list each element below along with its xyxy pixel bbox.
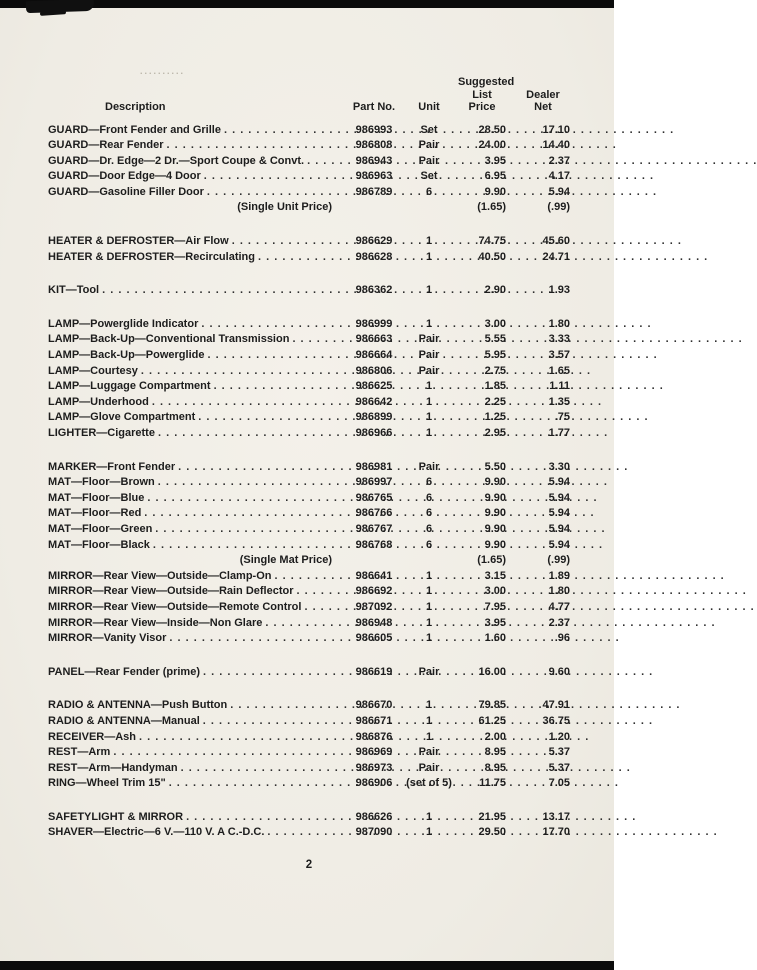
description-text: LAMP—Back-Up—Powerglide [48,349,205,362]
cell-list-price: 8.95 [484,761,506,774]
cell-dealer-net: 3.57 [548,349,570,362]
cell-unit: 1 [425,826,433,839]
description-text: KIT—Tool [48,284,100,297]
table-section [48,283,570,299]
cell-unit: Pair [418,746,440,759]
cell-list-price: 5.50 [484,460,506,473]
cell-unit: Pair [418,349,440,362]
cell-unit: 6 [425,538,433,551]
cell-dealer-net: .75 [554,411,570,424]
description-text: MIRROR—Vanity Visor [48,632,167,645]
cell-part-no: 986973 [355,761,393,774]
cell-dealer-net: 1.65 [548,364,570,377]
header-part-no-label: Part No. [352,101,396,113]
header-list-price-line1: Suggested [458,76,515,88]
cell-unit: 1 [425,616,433,629]
cell-description [48,714,348,730]
cell-part-no: 986948 [355,616,393,629]
table-section [48,698,570,792]
cell-list-price: 3.15 [484,569,506,582]
cell-unit: 6 [425,185,433,198]
scan-smudge: .......... [140,66,186,76]
cell-dealer-net: 5.37 [548,746,570,759]
cell-description [48,745,348,761]
cell-part-no: 986626 [355,810,393,823]
cell-dealer-net: 5.94 [548,507,570,520]
cell-dealer-net: 36.75 [542,714,570,727]
cell-dealer-net: 45.60 [542,235,570,248]
cell-list-price: 3.95 [484,154,506,167]
table-row [48,475,570,491]
cell-part-no: 986789 [355,185,393,198]
table-row [48,569,570,585]
cell-description [48,123,348,139]
cell-part-no: 986605 [355,632,393,645]
cell-list-price: 2.75 [484,364,506,377]
description-text: RECEIVER—Ash [48,730,137,743]
cell-dealer-net: 1.93 [548,284,570,297]
table-row [48,138,570,154]
cell-list-price: 9.90 [484,185,506,198]
description-text: RING—Wheel Trim 15" [48,777,166,790]
table-row [48,332,570,348]
cell-unit: Pair [418,364,440,377]
table-row [48,665,570,681]
cell-unit: Pair [418,139,440,152]
cell-description [48,506,348,522]
table-row [48,348,570,364]
cell-unit: 1 [425,714,433,727]
cell-dealer-net: 3.33 [548,333,570,346]
header-dealer-net-line2: Net [534,101,552,113]
cell-list-price: 9.90 [484,507,506,520]
cell-dealer-net: 4.17 [548,170,570,183]
cell-dealer-net: 1.80 [548,317,570,330]
header-list-price [458,76,515,114]
cell-unit: 1 [425,284,433,297]
cell-list-price: 74.75 [478,235,506,248]
description-text: MAT—Floor—Green [48,522,153,535]
cell-dealer-net: 5.94 [548,185,570,198]
cell-description [48,491,348,507]
cell-dealer-net: 14.40 [542,139,570,152]
cell-dealer-net: 3.30 [548,460,570,473]
table-section [48,460,570,647]
cell-description [48,364,348,380]
cell-part-no: 986765 [355,491,393,504]
table-row [48,395,570,411]
table-row [48,745,570,761]
cell-dealer-net: 1.11 [549,380,570,393]
cell-dealer-net: (.99) [547,201,570,214]
table-row [48,698,570,714]
cell-unit: (set of 5) [406,777,452,790]
description-text: MIRROR—Rear View—Outside—Clamp-On [48,569,272,582]
description-text: (Single Unit Price) [237,201,332,214]
cell-description [48,569,348,585]
cell-description [48,332,348,348]
header-list-price-line3: Price [468,101,496,113]
cell-description [48,395,348,411]
table-row [48,522,570,538]
table-row [48,506,570,522]
cell-unit: 1 [425,411,433,424]
cell-dealer-net: 1.35 [548,395,570,408]
description-text: GUARD—Gasoline Filler Door [48,185,204,198]
cell-part-no: 986671 [355,714,393,727]
description-text: GUARD—Dr. Edge—2 Dr.—Sport Coupe & Convt. [48,154,305,167]
cell-list-price: 1.85 [484,380,506,393]
table-section [48,234,570,265]
price-list [48,76,570,871]
table-section [48,810,570,841]
cell-part-no: 986876 [355,730,393,743]
cell-unit: 1 [425,585,433,598]
table-row [48,410,570,426]
cell-part-no: 986664 [355,349,393,362]
table-row [48,460,570,476]
cell-unit: Pair [418,761,440,774]
cell-description [48,138,348,154]
cell-list-price: 9.90 [484,538,506,551]
cell-description [48,410,348,426]
cell-description [48,522,348,538]
table-row [48,538,570,554]
cell-dealer-net: 2.37 [548,154,570,167]
description-text: LAMP—Underhood [48,395,149,408]
cell-dealer-net: 5.37 [548,761,570,774]
cell-unit: 1 [425,380,433,393]
description-text: GUARD—Rear Fender [48,139,164,152]
cell-list-price: 61.25 [478,714,506,727]
cell-description [48,200,348,216]
cell-part-no: 986692 [355,585,393,598]
table-row [48,123,570,139]
cell-list-price: 6.95 [484,170,506,183]
cell-list-price: 2.25 [484,395,506,408]
description-text: HEATER & DEFROSTER—Air Flow [48,235,229,248]
cell-list-price: 3.95 [484,616,506,629]
description-text: MIRROR—Rear View—Outside—Remote Control [48,600,302,613]
cell-list-price: 9.90 [484,476,506,489]
cell-part-no: 986999 [355,317,393,330]
cell-list-price: 5.95 [484,349,506,362]
table-row [48,776,570,792]
description-text: SHAVER—Electric—6 V.—110 V. A C.-D.C. [48,826,265,839]
table-row [48,631,570,647]
cell-unit: Pair [418,665,440,678]
cell-list-price: 9.90 [484,522,506,535]
cell-list-price: 3.00 [484,317,506,330]
header-part-no [348,101,400,114]
cell-description [48,426,348,442]
description-text: RADIO & ANTENNA—Manual [48,714,200,727]
description-text: MAT—Floor—Red [48,507,142,520]
table-row [48,761,570,777]
cell-dealer-net: 24.71 [542,250,570,263]
cell-list-price: 2.90 [484,284,506,297]
cell-description [48,538,348,554]
cell-part-no: 986981 [355,460,393,473]
cell-description [48,348,348,364]
cell-unit: 1 [425,427,433,439]
cell-list-price: 7.95 [484,600,506,613]
description-text: MAT—Floor—Blue [48,491,145,504]
cell-part-no: 986993 [355,123,393,136]
cell-unit: Pair [418,460,440,473]
price-table-body [48,123,570,842]
cell-description [48,154,348,170]
cell-list-price: 1.25 [484,411,506,424]
description-text: LAMP—Glove Compartment [48,411,196,424]
cell-list-price: 40.50 [478,250,506,263]
cell-unit: Set [420,123,438,136]
header-unit-label: Unit [418,101,440,113]
cell-list-price: (1.65) [477,201,506,214]
cell-list-price: 21.95 [478,810,506,823]
cell-description [48,761,348,777]
table-row [48,185,570,201]
table-section [48,317,570,442]
cell-part-no: 986362 [355,284,393,297]
cell-unit: 1 [425,317,433,330]
cell-description [48,776,348,792]
cell-description [48,379,348,395]
description-text: LIGHTER—Cigarette [48,427,155,439]
cell-part-no: 986906 [355,777,393,790]
table-row [48,283,570,299]
description-text: LAMP—Back-Up—Conventional Transmission [48,333,290,346]
description-text: MIRROR—Rear View—Inside—Non Glare [48,616,263,629]
cell-part-no: 986767 [355,522,393,535]
cell-list-price: 2.95 [484,427,506,439]
cell-list-price: 2.00 [484,730,506,743]
cell-part-no: 987090 [355,826,393,839]
table-row [48,810,570,826]
cell-dealer-net: 5.94 [548,522,570,535]
cell-list-price: 79.85 [478,699,506,712]
header-unit [400,101,458,114]
table-row [48,616,570,632]
cell-unit: 1 [425,250,433,263]
cell-description [48,584,348,600]
cell-unit: 1 [425,235,433,248]
cell-list-price: 29.50 [478,826,506,839]
cell-part-no: 986768 [355,538,393,551]
cell-unit: 1 [425,600,433,613]
cell-list-price: 16.00 [478,665,506,678]
cell-unit: Set [420,170,438,183]
description-text: LAMP—Luggage Compartment [48,380,211,393]
cell-description [48,600,348,616]
cell-part-no: 986808 [355,139,393,152]
cell-dealer-net: .96 [554,632,570,645]
description-text: MAT—Floor—Black [48,538,150,551]
table-row [48,250,570,266]
cell-description [48,616,348,632]
cell-dealer-net: 7.05 [548,777,570,790]
cell-unit: 6 [425,522,433,535]
cell-description [48,810,348,826]
cell-unit: 6 [425,491,433,504]
table-row [48,714,570,730]
cell-description [48,698,348,714]
cell-part-no: 986641 [355,569,393,582]
cell-unit: 1 [425,632,433,645]
header-dealer-net-line1: Dealer [526,88,560,101]
header-description [48,101,348,114]
table-header-row [48,76,570,114]
cell-description [48,460,348,476]
description-text: MARKER—Front Fender [48,460,176,473]
cell-dealer-net: 1.77 [548,427,570,439]
table-row [48,426,570,442]
cell-unit: 6 [425,507,433,520]
table-section [48,123,570,217]
description-text: SAFETYLIGHT & MIRROR [48,810,184,823]
cell-part-no: 986619 [355,665,393,678]
cell-description [48,825,348,841]
cell-unit: 1 [425,569,433,582]
cell-part-no: 987092 [355,600,393,613]
cell-description [48,250,348,266]
description-text: PANEL—Rear Fender (prime) [48,665,200,678]
cell-part-no: 986966 [355,427,393,439]
cell-part-no: 986663 [355,333,393,346]
header-dealer-net [506,89,570,114]
table-row [48,379,570,395]
cell-part-no: 986628 [355,250,393,263]
description-text: HEATER & DEFROSTER—Recirculating [48,250,255,263]
cell-part-no: 986806 [355,364,393,377]
cell-part-no: 986943 [355,154,393,167]
cell-dealer-net: 5.94 [548,491,570,504]
cell-unit: 1 [425,810,433,823]
cell-part-no: 986625 [355,380,393,393]
cell-dealer-net: 47.91 [542,699,570,712]
table-note-row [48,200,570,216]
table-row [48,730,570,746]
description-text: MIRROR—Rear View—Outside—Rain Deflector [48,585,294,598]
cell-part-no: 986899 [355,411,393,424]
cell-list-price: 9.90 [484,491,506,504]
table-row [48,234,570,250]
cell-dealer-net: 1.80 [548,585,570,598]
cell-dealer-net: 2.37 [548,616,570,629]
cell-dealer-net: 1.20 [548,730,570,743]
cell-list-price: (1.65) [477,554,506,567]
table-row [48,364,570,380]
cell-list-price: 8.95 [484,746,506,759]
description-text: REST—Arm [48,746,111,759]
cell-part-no: 986642 [355,395,393,408]
description-text: REST—Arm—Handyman [48,761,178,774]
cell-list-price: 5.55 [484,333,506,346]
header-list-price-line2: List [472,88,492,101]
description-text: GUARD—Front Fender and Grille [48,123,221,136]
description-text: GUARD—Door Edge—4 Door [48,170,201,183]
cell-unit: 1 [425,699,433,712]
cell-description [48,475,348,491]
cell-description [48,553,348,569]
cell-unit: Pair [418,154,440,167]
cell-part-no: 986629 [355,235,393,248]
cell-dealer-net: 9.60 [548,665,570,678]
cell-part-no: 986766 [355,507,393,520]
cell-list-price: 11.75 [479,777,506,790]
cell-unit: 6 [425,476,433,489]
table-row [48,317,570,333]
table-section [48,665,570,681]
table-row [48,491,570,507]
table-row [48,154,570,170]
header-description-label: Description [105,101,166,113]
table-note-row [48,553,570,569]
cell-description [48,317,348,333]
cell-dealer-net: 13.17 [542,810,570,823]
cell-unit: Pair [418,333,440,346]
cell-list-price: 1.60 [484,632,506,645]
description-text: LAMP—Powerglide Indicator [48,317,199,330]
description-text: LAMP—Courtesy [48,364,138,377]
page-number: 2 [305,859,313,872]
cell-list-price: 28.50 [478,123,506,136]
cell-part-no: 986969 [355,746,393,759]
cell-description [48,185,348,201]
cell-part-no: 986963 [355,170,393,183]
cell-description [48,234,348,250]
table-row [48,825,570,841]
cell-description [48,631,348,647]
cell-description [48,283,348,299]
scan-artifact [40,10,66,16]
cell-dealer-net: 5.94 [548,476,570,489]
cell-list-price: 24.00 [478,139,506,152]
cell-dealer-net: (.99) [547,554,570,567]
description-text: RADIO & ANTENNA—Push Button [48,699,228,712]
table-row [48,600,570,616]
cell-dealer-net: 1.89 [548,569,570,582]
cell-unit: 1 [425,395,433,408]
cell-part-no: 986997 [355,476,393,489]
cell-part-no: 986670 [355,699,393,712]
cell-dealer-net: 17.10 [542,123,570,136]
description-text: (Single Mat Price) [239,554,332,567]
table-row [48,584,570,600]
scan-bottom-edge [0,961,614,970]
cell-description [48,169,348,185]
cell-description [48,665,348,681]
description-text: MAT—Floor—Brown [48,476,155,489]
table-row [48,169,570,185]
cell-description [48,730,348,746]
cell-dealer-net: 17.70 [542,826,570,839]
cell-dealer-net: 4.77 [548,600,570,613]
cell-dealer-net: 5.94 [548,538,570,551]
cell-list-price: 3.00 [484,585,506,598]
cell-unit: 1 [425,730,433,743]
